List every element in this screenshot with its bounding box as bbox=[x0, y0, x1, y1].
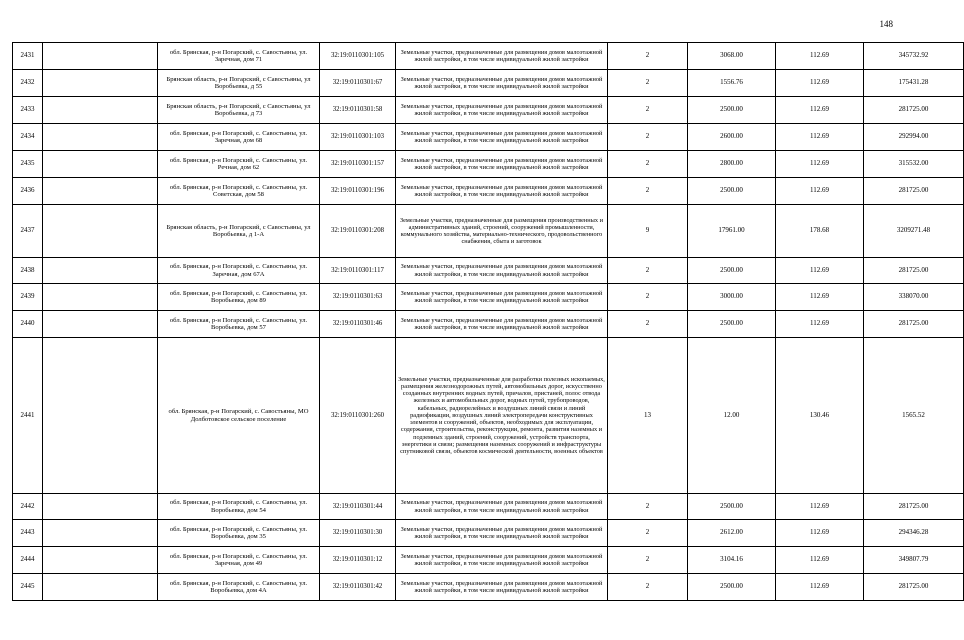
spacer-cell bbox=[43, 70, 158, 97]
spacer-cell bbox=[43, 338, 158, 494]
rate-cell: 112.69 bbox=[776, 494, 864, 520]
use-code-cell: 2 bbox=[608, 574, 688, 601]
cadastral-value-cell: 1565.52 bbox=[864, 338, 964, 494]
use-code-cell: 9 bbox=[608, 205, 688, 258]
table-row bbox=[13, 574, 964, 601]
area-cell: 3104.16 bbox=[688, 547, 776, 574]
area-cell: 2500.00 bbox=[688, 311, 776, 338]
cadastral-value-cell: 349807.79 bbox=[864, 547, 964, 574]
cadastral-number-cell: 32:19:0110301:67 bbox=[320, 70, 396, 97]
cadastral-number-cell: 32:19:0110301:196 bbox=[320, 178, 396, 205]
cadastral-value-cell: 175431.28 bbox=[864, 70, 964, 97]
use-code-cell: 2 bbox=[608, 151, 688, 178]
cadastral-number-cell: 32:19:0110301:103 bbox=[320, 124, 396, 151]
spacer-cell bbox=[43, 547, 158, 574]
cadastral-number-cell: 32:19:0110301:260 bbox=[320, 338, 396, 494]
land-use-cell: Земельные участки, предназначенные для размещения домов малоэтажной жилой застройки, в том числе индивидуальной жилой застройки bbox=[396, 151, 608, 178]
table-row bbox=[13, 205, 964, 258]
address-cell: обл. Брянская, р-н Погарский, с. Савостьяны, ул. Воробьевка, дом 89 bbox=[158, 284, 320, 311]
land-use-cell: Земельные участки, предназначенные для размещения домов малоэтажной жилой застройки, в том числе индивидуальной жилой застройки bbox=[396, 70, 608, 97]
row-number: 2441 bbox=[13, 338, 43, 494]
land-use-cell: Земельные участки, предназначенные для разработки полезных ископаемых, размещения железнодорожных путей, автомобильных дорог, искусственно созданных внутренних водных путей, причалов, пристаней, полос отвода железных и автомобильных дорог, водных путей, трубопроводов, кабельных, радиорелейных и воздушных линий связи и линий радиофикации, воздушных линий электропередачи конструктивных элементов и сооружений, объектов, необходимых для эксплуатации, содержания, строительства, реконструкции, ремонта, развития наземных и подземных зданий, строений, сооружений, устройств транспорта, энергетики и связи; размещения наземных сооружений и инфраструктуры спутниковой связи, объектов космической деятельности, военных объектов bbox=[396, 338, 608, 494]
spacer-cell bbox=[43, 124, 158, 151]
cadastral-value-cell: 281725.00 bbox=[864, 574, 964, 601]
spacer-cell bbox=[43, 43, 158, 70]
use-code-cell: 2 bbox=[608, 70, 688, 97]
cadastral-number-cell: 32:19:0110301:30 bbox=[320, 520, 396, 547]
cadastral-number-cell: 32:19:0110301:42 bbox=[320, 574, 396, 601]
table-row bbox=[13, 151, 964, 178]
address-cell: обл. Брянская, р-н Погарский, с. Савостьяны, ул. Воробьевка, дом 54 bbox=[158, 494, 320, 520]
cadastral-number-cell: 32:19:0110301:63 bbox=[320, 284, 396, 311]
spacer-cell bbox=[43, 97, 158, 124]
area-cell: 2500.00 bbox=[688, 258, 776, 284]
row-number: 2434 bbox=[13, 124, 43, 151]
use-code-cell: 2 bbox=[608, 124, 688, 151]
row-number: 2431 bbox=[13, 43, 43, 70]
cadastral-value-cell: 294346.28 bbox=[864, 520, 964, 547]
cadastral-number-cell: 32:19:0110301:44 bbox=[320, 494, 396, 520]
cadastral-value-table bbox=[12, 42, 964, 601]
page-number: 148 bbox=[879, 19, 893, 29]
rate-cell: 112.69 bbox=[776, 151, 864, 178]
cadastral-value-cell: 3209271.48 bbox=[864, 205, 964, 258]
use-code-cell: 2 bbox=[608, 258, 688, 284]
area-cell: 2500.00 bbox=[688, 178, 776, 205]
address-cell: обл. Брянская, р-н Погарский, с. Савостьяны, МО Долботовское сельское поселение bbox=[158, 338, 320, 494]
rate-cell: 178.68 bbox=[776, 205, 864, 258]
cadastral-value-cell: 281725.00 bbox=[864, 311, 964, 338]
use-code-cell: 2 bbox=[608, 97, 688, 124]
table-row bbox=[13, 43, 964, 70]
cadastral-value-cell: 281725.00 bbox=[864, 178, 964, 205]
spacer-cell bbox=[43, 258, 158, 284]
rate-cell: 112.69 bbox=[776, 70, 864, 97]
table-row bbox=[13, 311, 964, 338]
spacer-cell bbox=[43, 151, 158, 178]
rate-cell: 112.69 bbox=[776, 258, 864, 284]
land-use-cell: Земельные участки, предназначенные для размещения домов малоэтажной жилой застройки, в том числе индивидуальной жилой застройки bbox=[396, 547, 608, 574]
address-cell: обл. Брянская, р-н Погарский, с. Савостьяны, ул. Речная, дом 62 bbox=[158, 151, 320, 178]
land-use-cell: Земельные участки, предназначенные для размещения домов малоэтажной жилой застройки, в том числе индивидуальной жилой застройки bbox=[396, 178, 608, 205]
row-number: 2433 bbox=[13, 97, 43, 124]
table-row bbox=[13, 258, 964, 284]
land-use-cell: Земельные участки, предназначенные для размещения домов малоэтажной жилой застройки, в том числе индивидуальной жилой застройки bbox=[396, 43, 608, 70]
use-code-cell: 2 bbox=[608, 311, 688, 338]
address-cell: Брянская область, р-н Погарский, с Савостьяны, ул Воробьевка, д 1-А bbox=[158, 205, 320, 258]
area-cell: 3000.00 bbox=[688, 284, 776, 311]
use-code-cell: 13 bbox=[608, 338, 688, 494]
row-number: 2444 bbox=[13, 547, 43, 574]
area-cell: 1556.76 bbox=[688, 70, 776, 97]
spacer-cell bbox=[43, 284, 158, 311]
table-row bbox=[13, 97, 964, 124]
use-code-cell: 2 bbox=[608, 520, 688, 547]
table-row bbox=[13, 70, 964, 97]
cadastral-value-cell: 281725.00 bbox=[864, 97, 964, 124]
table-row bbox=[13, 520, 964, 547]
land-use-cell: Земельные участки, предназначенные для размещения домов малоэтажной жилой застройки, в том числе индивидуальной жилой застройки bbox=[396, 284, 608, 311]
address-cell: обл. Брянская, р-н Погарский, с. Савостьяны, ул. Заречная, дом 67А bbox=[158, 258, 320, 284]
land-use-cell: Земельные участки, предназначенные для размещения домов малоэтажной жилой застройки, в том числе индивидуальной жилой застройки bbox=[396, 494, 608, 520]
row-number: 2432 bbox=[13, 70, 43, 97]
area-cell: 2500.00 bbox=[688, 574, 776, 601]
row-number: 2440 bbox=[13, 311, 43, 338]
address-cell: Брянская область, р-н Погарский, с Савостьяны, ул Воробьевка, д 73 bbox=[158, 97, 320, 124]
address-cell: обл. Брянская, р-н Погарский, с. Савостьяны, ул. Заречная, дом 49 bbox=[158, 547, 320, 574]
table-row bbox=[13, 284, 964, 311]
cadastral-number-cell: 32:19:0110301:157 bbox=[320, 151, 396, 178]
row-number: 2442 bbox=[13, 494, 43, 520]
address-cell: обл. Брянская, р-н Погарский, с. Савостьяны, ул. Воробьевка, дом 4А bbox=[158, 574, 320, 601]
row-number: 2445 bbox=[13, 574, 43, 601]
address-cell: Брянская область, р-н Погарский, с Савостьяны, ул Воробьевка, д 55 bbox=[158, 70, 320, 97]
spacer-cell bbox=[43, 494, 158, 520]
cadastral-value-cell: 292994.00 bbox=[864, 124, 964, 151]
rate-cell: 112.69 bbox=[776, 520, 864, 547]
address-cell: обл. Брянская, р-н Погарский, с. Савостьяны, ул. Воробьевка, дом 35 bbox=[158, 520, 320, 547]
cadastral-number-cell: 32:19:0110301:117 bbox=[320, 258, 396, 284]
land-use-cell: Земельные участки, предназначенные для размещения домов малоэтажной жилой застройки, в том числе индивидуальной жилой застройки bbox=[396, 124, 608, 151]
rate-cell: 112.69 bbox=[776, 284, 864, 311]
spacer-cell bbox=[43, 311, 158, 338]
cadastral-number-cell: 32:19:0110301:58 bbox=[320, 97, 396, 124]
cadastral-value-cell: 281725.00 bbox=[864, 494, 964, 520]
address-cell: обл. Брянская, р-н Погарский, с. Савостьяны, ул. Заречная, дом 71 bbox=[158, 43, 320, 70]
row-number: 2439 bbox=[13, 284, 43, 311]
rate-cell: 112.69 bbox=[776, 311, 864, 338]
cadastral-value-cell: 345732.92 bbox=[864, 43, 964, 70]
table-row bbox=[13, 124, 964, 151]
spacer-cell bbox=[43, 178, 158, 205]
area-cell: 2800.00 bbox=[688, 151, 776, 178]
address-cell: обл. Брянская, р-н Погарский, с. Савостьяны, ул. Воробьевка, дом 57 bbox=[158, 311, 320, 338]
table-row bbox=[13, 338, 964, 494]
row-number: 2443 bbox=[13, 520, 43, 547]
use-code-cell: 2 bbox=[608, 494, 688, 520]
area-cell: 12.00 bbox=[688, 338, 776, 494]
land-use-cell: Земельные участки, предназначенные для размещения домов малоэтажной жилой застройки, в том числе индивидуальной жилой застройки bbox=[396, 574, 608, 601]
cadastral-value-cell: 338070.00 bbox=[864, 284, 964, 311]
use-code-cell: 2 bbox=[608, 284, 688, 311]
land-use-cell: Земельные участки, предназначенные для размещения домов малоэтажной жилой застройки, в том числе индивидуальной жилой застройки bbox=[396, 258, 608, 284]
use-code-cell: 2 bbox=[608, 178, 688, 205]
row-number: 2438 bbox=[13, 258, 43, 284]
cadastral-number-cell: 32:19:0110301:46 bbox=[320, 311, 396, 338]
table-row bbox=[13, 494, 964, 520]
rate-cell: 112.69 bbox=[776, 574, 864, 601]
spacer-cell bbox=[43, 574, 158, 601]
row-number: 2437 bbox=[13, 205, 43, 258]
land-use-cell: Земельные участки, предназначенные для размещения производственных и административных зданий, строений, сооружений промышленности, коммунального хозяйства, материально-технического, продовольственного снабжения, сбыта и заготовок bbox=[396, 205, 608, 258]
area-cell: 2612.00 bbox=[688, 520, 776, 547]
cadastral-value-cell: 281725.00 bbox=[864, 258, 964, 284]
use-code-cell: 2 bbox=[608, 547, 688, 574]
area-cell: 2500.00 bbox=[688, 494, 776, 520]
rate-cell: 112.69 bbox=[776, 178, 864, 205]
use-code-cell: 2 bbox=[608, 43, 688, 70]
cadastral-number-cell: 32:19:0110301:105 bbox=[320, 43, 396, 70]
rate-cell: 130.46 bbox=[776, 338, 864, 494]
area-cell: 2500.00 bbox=[688, 97, 776, 124]
rate-cell: 112.69 bbox=[776, 547, 864, 574]
row-number: 2435 bbox=[13, 151, 43, 178]
row-number: 2436 bbox=[13, 178, 43, 205]
address-cell: обл. Брянская, р-н Погарский, с. Савостьяны, ул. Советская, дом 58 bbox=[158, 178, 320, 205]
spacer-cell bbox=[43, 205, 158, 258]
rate-cell: 112.69 bbox=[776, 124, 864, 151]
cadastral-value-cell: 315532.00 bbox=[864, 151, 964, 178]
land-use-cell: Земельные участки, предназначенные для размещения домов малоэтажной жилой застройки, в том числе индивидуальной жилой застройки bbox=[396, 97, 608, 124]
rate-cell: 112.69 bbox=[776, 97, 864, 124]
area-cell: 17961.00 bbox=[688, 205, 776, 258]
cadastral-number-cell: 32:19:0110301:208 bbox=[320, 205, 396, 258]
cadastral-number-cell: 32:19:0110301:12 bbox=[320, 547, 396, 574]
address-cell: обл. Брянская, р-н Погарский, с. Савостьяны, ул. Заречная, дом 68 bbox=[158, 124, 320, 151]
spacer-cell bbox=[43, 520, 158, 547]
land-use-cell: Земельные участки, предназначенные для размещения домов малоэтажной жилой застройки, в том числе индивидуальной жилой застройки bbox=[396, 520, 608, 547]
table-row bbox=[13, 547, 964, 574]
area-cell: 2600.00 bbox=[688, 124, 776, 151]
area-cell: 3068.00 bbox=[688, 43, 776, 70]
table-row bbox=[13, 178, 964, 205]
rate-cell: 112.69 bbox=[776, 43, 864, 70]
land-use-cell: Земельные участки, предназначенные для размещения домов малоэтажной жилой застройки, в том числе индивидуальной жилой застройки bbox=[396, 311, 608, 338]
